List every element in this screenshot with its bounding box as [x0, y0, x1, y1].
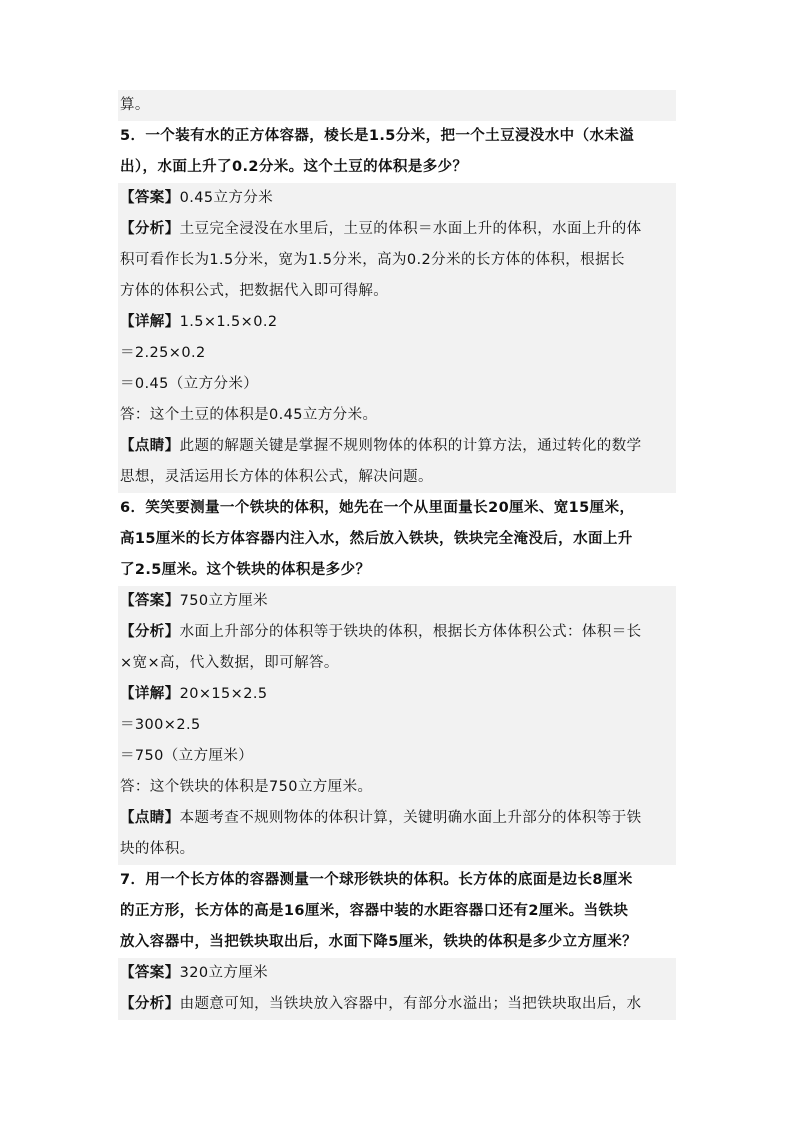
text-line — [118, 834, 676, 865]
line-text: 0.45立方分米 — [179, 190, 274, 206]
line-text: 放入容器中，当把铁块取出后，水面下降5厘米，铁块的体积是多少立方厘米？ — [120, 934, 638, 950]
line-text: 5．一个装有水的正方体容器，棱长是1.5分米，把一个土豆浸没水中（水未溢 — [120, 128, 635, 144]
line-text: 此题的解题关键是掌握不规则物体的体积的计算方法，通过转化的数学 — [179, 438, 642, 454]
section-tag: 【分析】 — [120, 624, 180, 640]
line-text: 块的体积。 — [120, 841, 195, 857]
text-line — [118, 803, 676, 834]
line-text: 7．用一个长方体的容器测量一个球形铁块的体积。长方体的底面是边长8厘米 — [120, 872, 633, 888]
section-tag: 【详解】 — [120, 686, 180, 702]
text-line — [118, 183, 676, 214]
question-line — [118, 524, 676, 555]
line-text: ＝0.45（立方分米） — [120, 376, 259, 392]
text-line — [118, 772, 676, 803]
text-line — [118, 462, 676, 493]
section-tag: 【点睛】 — [120, 810, 180, 826]
line-text: 水面上升部分的体积等于铁块的体积，根据长方体体积公式：体积＝长 — [179, 624, 642, 640]
line-text: 答：这个土豆的体积是0.45立方分米。 — [120, 407, 378, 423]
text-line — [118, 741, 676, 772]
section-tag: 【答案】 — [120, 965, 180, 981]
text-line — [118, 989, 676, 1020]
text-line — [118, 245, 676, 276]
line-text: ＝750（立方厘米） — [120, 748, 254, 764]
text-line — [118, 617, 676, 648]
section-tag: 【答案】 — [120, 190, 180, 206]
line-text: 算。 — [120, 97, 150, 113]
line-text: 答：这个铁块的体积是750立方厘米。 — [120, 779, 373, 795]
text-line — [118, 90, 676, 121]
line-text: 20×15×2.5 — [179, 686, 268, 702]
text-line — [118, 400, 676, 431]
text-line — [118, 276, 676, 307]
question-line — [118, 555, 676, 586]
question-line — [118, 493, 676, 524]
line-text: 了2.5厘米。这个铁块的体积是多少？ — [120, 562, 371, 578]
question-line — [118, 865, 676, 896]
line-text: 高15厘米的长方体容器内注入水，然后放入铁块，铁块完全淹没后，水面上升 — [120, 531, 633, 547]
line-text: 方体的体积公式，把数据代入即可得解。 — [120, 283, 389, 299]
text-line — [118, 307, 676, 338]
line-text: ＝300×2.5 — [120, 717, 201, 733]
document-body — [118, 90, 676, 1020]
line-text: 320立方厘米 — [179, 965, 269, 981]
text-line — [118, 586, 676, 617]
line-text: 思想，灵活运用长方体的体积公式，解决问题。 — [120, 469, 433, 485]
line-text: 的正方形，长方体的高是16厘米，容器中装的水距容器口还有2厘米。当铁块 — [120, 903, 629, 919]
section-tag: 【点睛】 — [120, 438, 180, 454]
text-line — [118, 958, 676, 989]
line-text: 750立方厘米 — [179, 593, 269, 609]
text-line — [118, 338, 676, 369]
question-line — [118, 927, 676, 958]
text-line — [118, 710, 676, 741]
question-line — [118, 896, 676, 927]
line-text: 6．笑笑要测量一个铁块的体积，她先在一个从里面量长20厘米、宽15厘米， — [120, 500, 635, 516]
section-tag: 【答案】 — [120, 593, 180, 609]
line-text: 由题意可知，当铁块放入容器中，有部分水溢出；当把铁块取出后，水 — [179, 996, 642, 1012]
text-line — [118, 214, 676, 245]
text-line — [118, 369, 676, 400]
text-line — [118, 431, 676, 462]
question-line — [118, 121, 676, 152]
section-tag: 【分析】 — [120, 221, 180, 237]
section-tag: 【分析】 — [120, 996, 180, 1012]
line-text: 土豆完全浸没在水里后，土豆的体积＝水面上升的体积，水面上升的体 — [179, 221, 642, 237]
line-text: ＝2.25×0.2 — [120, 345, 206, 361]
section-tag: 【详解】 — [120, 314, 180, 330]
text-line — [118, 679, 676, 710]
text-line — [118, 648, 676, 679]
line-text: 1.5×1.5×0.2 — [179, 314, 278, 330]
question-line — [118, 152, 676, 183]
line-text: 积可看作长为1.5分米，宽为1.5分米，高为0.2分米的长方体的体积，根据长 — [120, 252, 625, 268]
line-text: 本题考查不规则物体的体积计算，关键明确水面上升部分的体积等于铁 — [179, 810, 642, 826]
line-text: ×宽×高，代入数据，即可解答。 — [120, 655, 339, 671]
line-text: 出），水面上升了0.2分米。这个土豆的体积是多少？ — [120, 159, 468, 175]
